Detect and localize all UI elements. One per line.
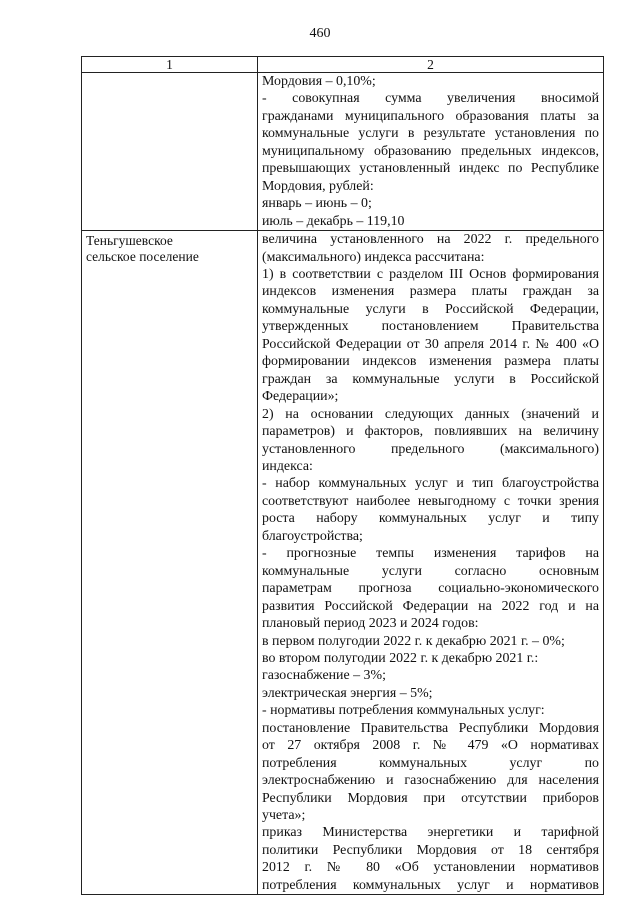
text-line: индексов изменения размера платы граждан за [262, 284, 599, 300]
text-line: январь – июнь – 0; [262, 196, 372, 212]
text-line: потребления коммунальных услуг и нормативов [262, 877, 599, 893]
table-row [82, 73, 604, 231]
text-line: гражданами муниципального образования платы за [262, 108, 599, 124]
text-line: приказ Министерства энергетики и тарифной [262, 825, 599, 841]
text-line: газоснабжение – 3%; [262, 668, 386, 684]
text-line: индекса: [262, 458, 313, 474]
text-line: граждан за коммунальные услуги в Российской [262, 371, 599, 387]
text-line: установленного предельного (максимального) [262, 441, 599, 457]
text-line: 2) на основании следующих данных (значений и [262, 406, 599, 422]
text-line: величина установленного на 2022 г. предельного [262, 232, 599, 248]
text-line: июль – декабрь – 119,10 [262, 213, 405, 229]
text-line: коммунальные услуги в результате установления по [262, 126, 599, 142]
text-line: электрическая энергия – 5%; [262, 685, 433, 701]
description-text [262, 73, 599, 230]
text-line: коммунальные услуги в Российской Федерации, [262, 301, 599, 317]
text-line: постановление Правительства Республики Мордовия [262, 720, 599, 736]
text-line: параметрам прогноза социально-экономического [262, 581, 599, 597]
table-row [82, 231, 604, 895]
column-header-1: 1 [82, 57, 258, 73]
text-line: Федерации»; [262, 389, 339, 405]
text-line: политики Республики Мордовия от 18 сентября [262, 842, 599, 858]
text-line: формировании индексов изменения размера платы [262, 354, 599, 370]
description-text [262, 231, 599, 894]
text-line: соответствуют наиболее невыгодному с точки зрения [262, 493, 599, 509]
text-line: плановый период 2023 и 2024 годов: [262, 616, 479, 632]
text-line: от 27 октября 2008 г. № 479 «О нормативах [262, 738, 599, 754]
text-line: превышающих установленный индекс по Республике [262, 161, 599, 177]
text-line: учета»; [262, 808, 306, 824]
text-line: потребления коммунальных услуг по [262, 755, 599, 771]
text-line: (максимального) индекса рассчитана: [262, 249, 485, 265]
municipality-cell [82, 231, 258, 895]
table-header-row [82, 57, 604, 73]
column-header-2: 2 [258, 57, 604, 73]
text-line: 1) в соответствии с разделом III Основ формирования [262, 266, 599, 282]
text-line: муниципальному образованию предельных индексов, [262, 143, 599, 159]
data-table [81, 56, 604, 895]
text-line: параметров) и факторов, повлиявших на величину [262, 424, 599, 440]
description-cell [258, 231, 604, 895]
text-line: - прогнозные темпы изменения тарифов на [262, 546, 599, 562]
text-line: Российской Федерации от 30 апреля 2014 г. № 400 «О [262, 336, 599, 352]
text-line: - набор коммунальных услуг и тип благоустройства [262, 476, 599, 492]
text-line: благоустройства; [262, 528, 363, 544]
text-line: - нормативы потребления коммунальных услуг: [262, 703, 545, 719]
text-line: электроснабжению и газоснабжению для населения [262, 773, 599, 789]
text-line: роста набору коммунальных услуг и типу [262, 511, 599, 527]
text-line: 2012 г. № 80 «Об установлении нормативов [262, 860, 599, 876]
page-number: 460 [309, 26, 331, 41]
text-line: коммунальные услуги согласно основным [262, 563, 599, 579]
text-line: - совокупная сумма увеличения вносимой [262, 91, 599, 107]
municipality-cell [82, 73, 258, 231]
text-line: утвержденных постановлением Правительства [262, 319, 599, 335]
text-line: Мордовия – 0,10%; [262, 74, 376, 89]
text-line: во втором полугодии 2022 г. к декабрю 2021 г.: [262, 650, 539, 666]
text-line: в первом полугодии 2022 г. к декабрю 2021 г. – 0%; [262, 633, 565, 649]
text-line: развития Российской Федерации на 2022 год и на [262, 598, 599, 614]
text-line: Мордовия, рублей: [262, 178, 374, 194]
text-line: Республики Мордовия при отсутствии приборов [262, 790, 599, 806]
municipality-name-line: Теньгушевское [86, 233, 173, 249]
description-cell [258, 73, 604, 231]
municipality-name-line: сельское поселение [86, 249, 199, 265]
